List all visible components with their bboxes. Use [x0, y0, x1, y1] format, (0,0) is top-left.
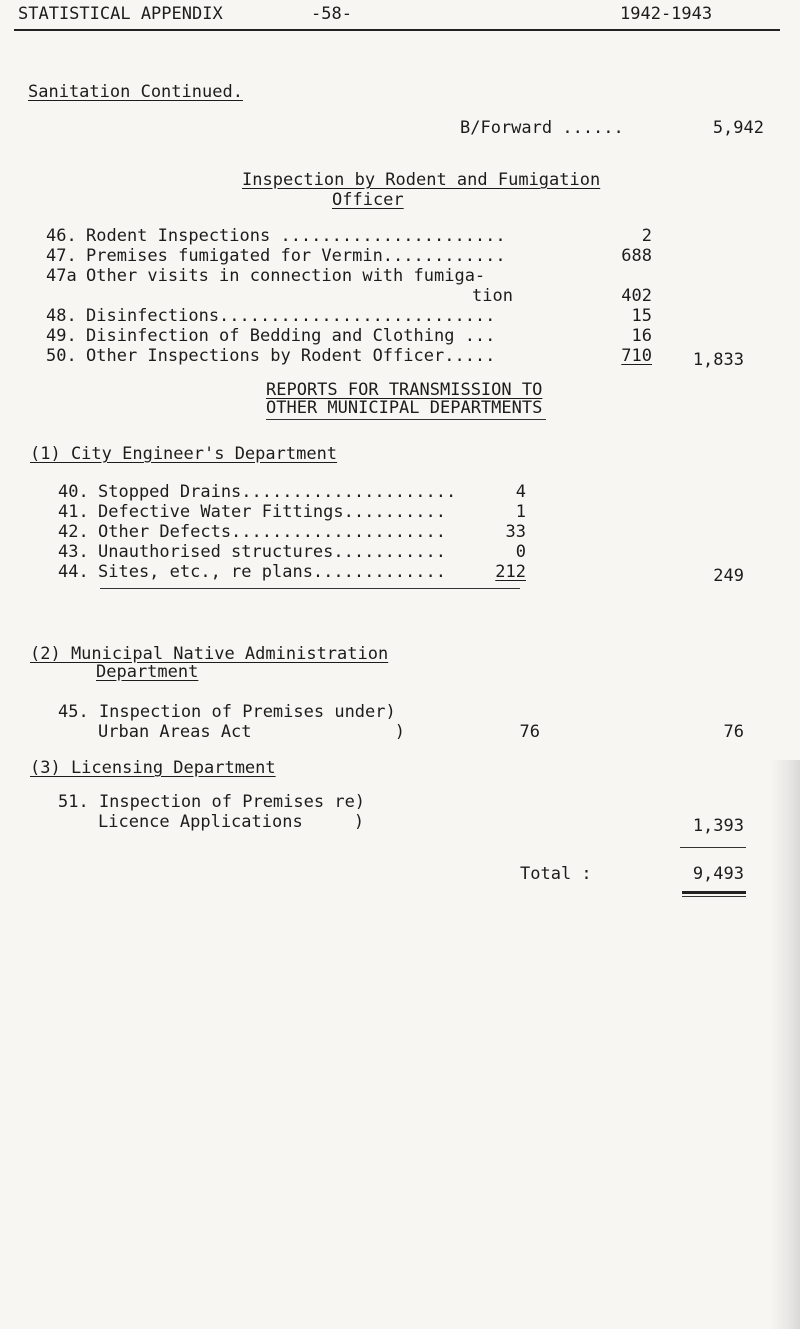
item-value: 688 — [621, 246, 652, 266]
item-number: 49. — [46, 326, 77, 346]
subtotal-rule — [680, 847, 746, 848]
native-admin-item: 45. Inspection of Premises under) — [58, 702, 396, 722]
item-value: 16 — [631, 326, 652, 346]
item-text: tion — [472, 286, 513, 306]
item-value: 1 — [515, 502, 526, 522]
item-value: 402 — [621, 286, 652, 306]
city-engineer-total: 249 — [713, 566, 744, 586]
city-engineer-rule — [100, 588, 520, 589]
item-number: 48. — [46, 306, 77, 326]
item-text: Defective Water Fittings.......... — [98, 502, 446, 522]
header-right: 1942-1943 — [620, 4, 713, 24]
item-text: Other visits in connection with fumiga- — [86, 266, 486, 286]
reports-heading-underline — [266, 419, 546, 420]
section-title: Sanitation Continued. — [28, 82, 243, 102]
item-value: 4 — [515, 482, 526, 502]
item-value: 33 — [505, 522, 526, 542]
item-number: 44. — [58, 562, 89, 582]
brought-forward-value: 5,942 — [712, 118, 764, 138]
native-admin-item-2: Urban Areas Act ) — [98, 722, 406, 742]
page-edge-shadow — [770, 760, 800, 1329]
item-text: Disinfection of Bedding and Clothing ... — [86, 326, 496, 346]
native-admin-heading-2: Department — [96, 662, 199, 682]
item-text: Disinfections........................... — [86, 306, 496, 326]
item-number: 43. — [58, 542, 89, 562]
city-engineer-heading: (1) City Engineer's Department — [30, 444, 338, 464]
item-number: 42. — [58, 522, 89, 542]
item-text: Other Defects..................... — [98, 522, 446, 542]
item-text: Sites, etc., re plans............. — [98, 562, 446, 582]
grand-total-double-rule-2 — [682, 896, 746, 897]
header-rule — [14, 29, 780, 31]
item-number: 46. — [46, 226, 77, 246]
item-value: 2 — [641, 226, 652, 246]
inspection-total: 1,833 — [692, 350, 744, 370]
grand-total-label: Total : — [520, 864, 592, 884]
header-left: STATISTICAL APPENDIX — [18, 4, 223, 24]
inspection-heading: Inspection by Rodent and Fumigation — [242, 170, 601, 190]
item-number: 47a — [46, 266, 77, 286]
header-page-number: -58- — [311, 4, 352, 24]
item-text: Premises fumigated for Vermin............ — [86, 246, 506, 266]
licensing-heading: (3) Licensing Department — [30, 758, 276, 778]
native-admin-value: 76 — [519, 722, 540, 742]
item-text: Unauthorised structures........... — [98, 542, 446, 562]
item-number: 40. — [58, 482, 89, 502]
item-value: 212 — [495, 562, 526, 582]
native-admin-total: 76 — [723, 722, 744, 742]
licensing-item: 51. Inspection of Premises re) — [58, 792, 366, 812]
item-value: 710 — [621, 346, 652, 366]
item-text: Rodent Inspections ...................... — [86, 226, 506, 246]
licensing-item-2: Licence Applications ) — [98, 812, 365, 832]
inspection-heading-2: Officer — [332, 190, 404, 210]
item-number: 50. — [46, 346, 77, 366]
item-number: 41. — [58, 502, 89, 522]
item-number: 47. — [46, 246, 77, 266]
item-value: 15 — [631, 306, 652, 326]
item-text: Stopped Drains..................... — [98, 482, 457, 502]
licensing-total: 1,393 — [692, 816, 744, 836]
item-text: Other Inspections by Rodent Officer..... — [86, 346, 496, 366]
grand-total-value: 9,493 — [692, 864, 744, 884]
item-value: 0 — [515, 542, 526, 562]
brought-forward-label: B/Forward ...... — [460, 118, 624, 138]
reports-heading: REPORTS FOR TRANSMISSION TO — [266, 380, 543, 400]
native-admin-heading: (2) Municipal Native Administration — [30, 644, 389, 664]
grand-total-double-rule — [682, 891, 746, 894]
reports-heading-2: OTHER MUNICIPAL DEPARTMENTS — [266, 398, 543, 418]
